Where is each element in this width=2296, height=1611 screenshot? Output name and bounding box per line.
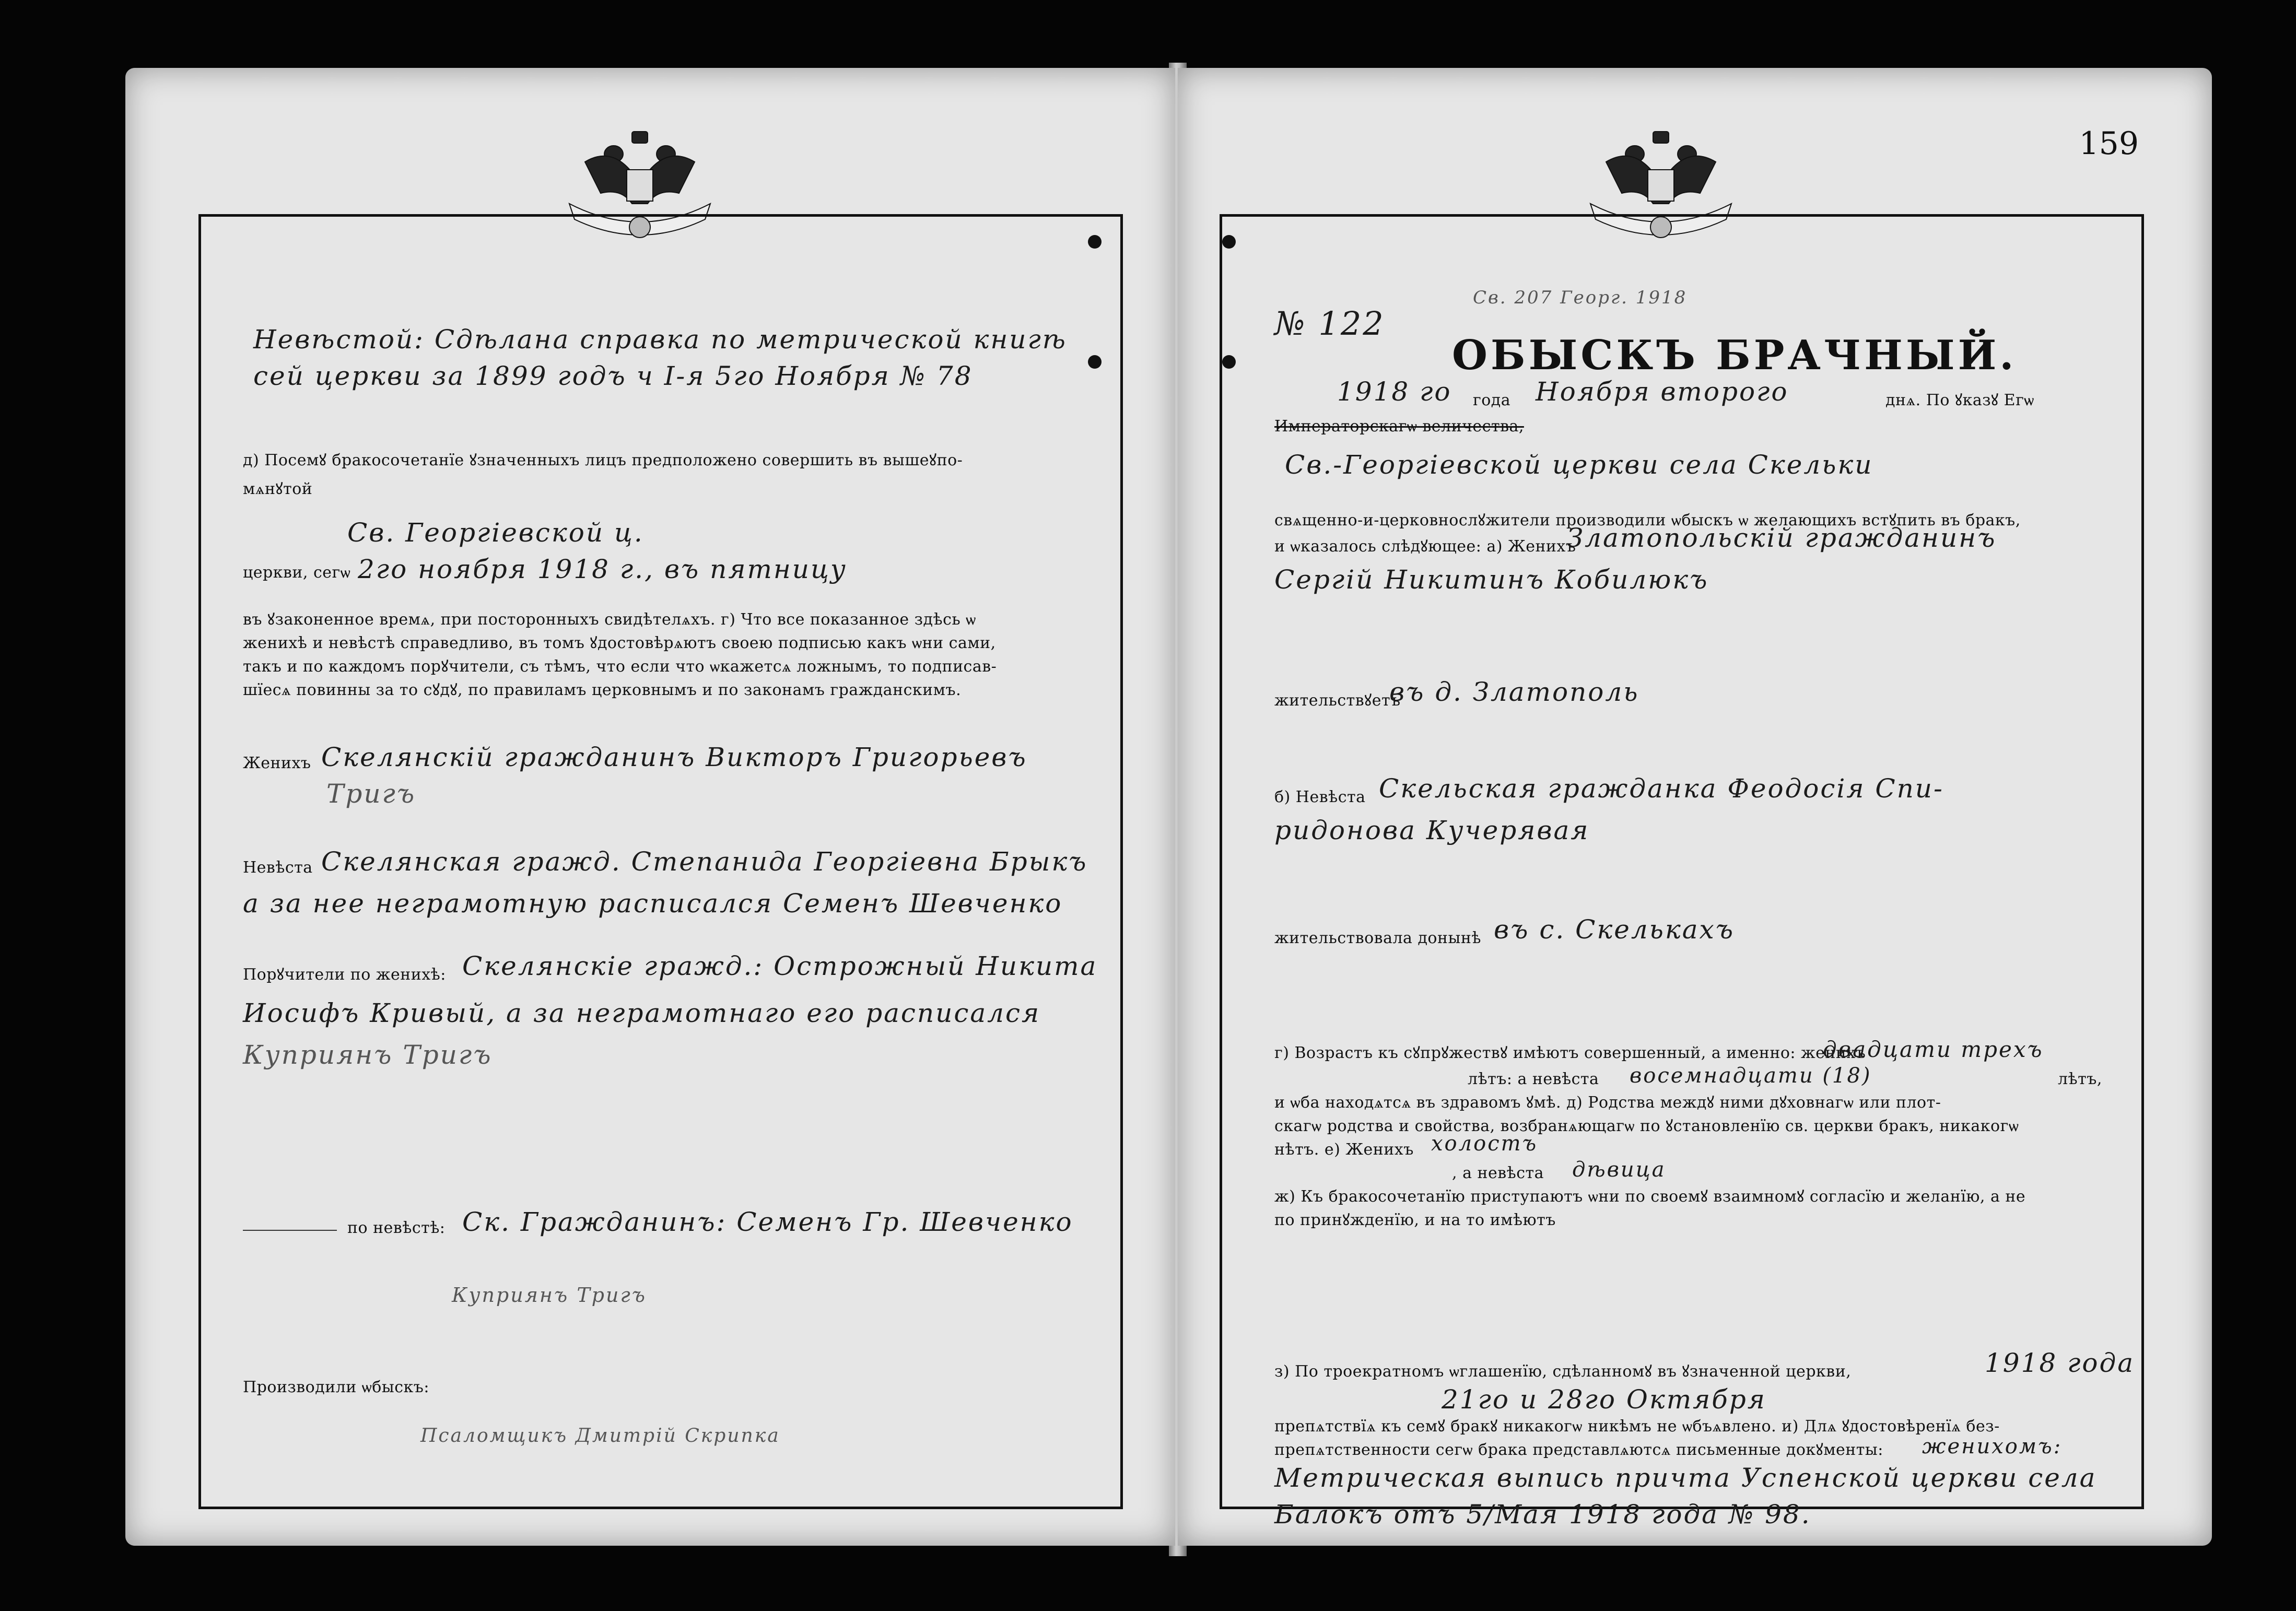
left-page-frame bbox=[198, 214, 1123, 1509]
consent-line-2: по принꙋжденїю, и на то имѣютъ bbox=[1274, 1211, 1556, 1229]
record-number-annotation: Св. 207 Георг. 1918 bbox=[1473, 287, 1688, 308]
month-handwritten: Ноября второго bbox=[1536, 377, 1789, 407]
item-d-line-1: д) Посемꙋ бракосочетанїе ꙋзначенныхъ лицъ предположено совершить въ вышеꙋпо- bbox=[243, 451, 963, 469]
day-label: днѧ. По ꙋказꙋ Егѡ bbox=[1885, 391, 2034, 409]
bride-status-handwritten: дѣвица bbox=[1572, 1158, 1666, 1182]
oath-line-1: въ ꙋзаконенное времѧ, при посторонныхъ свидѣтелѧхъ. г) Что все показанное здѣсь ѡ bbox=[243, 610, 976, 629]
groom-signature: Тригъ bbox=[326, 779, 416, 809]
banns-year-handwritten: 1918 года bbox=[1985, 1348, 2135, 1378]
guarantors-groom-label: Порꙋчители по женихѣ: bbox=[243, 966, 446, 984]
right-page bbox=[1178, 68, 2212, 1546]
found-line: и ѡказалось слѣдꙋющее: а) Женихъ bbox=[1274, 537, 1576, 556]
item-d-line-2: мѧнꙋтой bbox=[243, 480, 313, 498]
guarantors-bride-handwritten: Ск. Гражданинъ: Семенъ Гр. Шевченко bbox=[462, 1207, 1073, 1237]
bride-label: Невѣста bbox=[243, 859, 313, 877]
oath-line-3: такъ и по каждомъ порꙋчители, съ тѣмъ, что если что ѡкажетсѧ ложнымъ, то подписав- bbox=[243, 657, 997, 676]
church-label: церкви, сегѡ bbox=[243, 563, 351, 582]
impediment-line: препѧтствїѧ къ семꙋ бракꙋ никакогѡ никѣмъ не ѡбъѧвлено. и) Длѧ ꙋдостовѣренїѧ без- bbox=[1274, 1417, 2000, 1436]
documents-line: препѧтственности сегѡ брака представлѧютсѧ письменные докꙋменты: bbox=[1274, 1441, 1883, 1459]
clergy-line: свѧщенно-и-церковнослꙋжители производили ѡбыскъ ѡ желающихъ встꙋпить въ бракъ, bbox=[1274, 511, 2021, 530]
right-page-frame bbox=[1220, 214, 2144, 1530]
documents-handwritten-1: Метрическая выпись причта Успенской церкви села bbox=[1274, 1463, 2097, 1493]
document-title: ОБЫСКЪ БРАЧНЫЙ. bbox=[1452, 332, 2017, 379]
banns-line: з) По троекратномъ ѡглашенїю, сдѣланномꙋ въ ꙋзначенной церкви, bbox=[1274, 1362, 1852, 1381]
guarantors-bride-rule bbox=[243, 1230, 337, 1231]
year-handwritten: 1918 го bbox=[1337, 377, 1452, 407]
guarantors-groom-handwritten-1: Скелянскіе гражд.: Острожный Никита bbox=[462, 951, 1098, 981]
note-line-2: сей церкви за 1899 годъ ч I-я 5го Ноября № 78 bbox=[253, 361, 973, 391]
left-page bbox=[125, 68, 1175, 1546]
bride-label: б) Невѣста bbox=[1274, 788, 1366, 806]
age-line-2: лѣтъ: а невѣста bbox=[1468, 1070, 1599, 1088]
bride-residence-handwritten: въ с. Скелькахъ bbox=[1494, 914, 1735, 945]
church-handwritten: Св.-Георгіевской церкви села Скельки bbox=[1285, 450, 1873, 480]
documents-handwritten-2: Балокъ отъ 5/Мая 1918 года № 98. bbox=[1274, 1499, 1811, 1530]
consent-line-1: ж) Къ бракосочетанїю приступаютъ ѡни по своемꙋ взаимномꙋ согласїю и желанїю, а не bbox=[1274, 1187, 2026, 1206]
guarantors-bride-signature: Куприянъ Тригъ bbox=[452, 1284, 647, 1307]
note-line-1: Невѣстой: Сдѣлана справка по метрической книгѣ bbox=[253, 324, 1067, 355]
majesty-struck: Императорскагѡ величества, bbox=[1274, 417, 1524, 436]
guarantors-bride-label: по невѣстѣ: bbox=[347, 1219, 446, 1237]
groom-handwritten: Скелянскій гражданинъ Викторъ Григорьевъ bbox=[321, 742, 1027, 772]
bride-residence-label: жительствовала донынѣ bbox=[1274, 929, 1481, 947]
performed-label: Производили ѡбыскъ: bbox=[243, 1378, 429, 1396]
age-groom-handwritten: двадцати трехъ bbox=[1823, 1037, 2044, 1062]
guarantors-groom-handwritten-2: Иосифъ Кривый, а за неграмотнаго его расписался bbox=[243, 998, 1041, 1028]
groom-residence-label: жительствꙋетъ bbox=[1274, 691, 1401, 710]
church-handwritten: Св. Георгіевской ц. bbox=[347, 518, 644, 548]
oath-line-2: женихѣ и невѣстѣ справедливо, въ томъ ꙋдостовѣрѧютъ своею подписью какъ ѡни сами, bbox=[243, 634, 996, 652]
age-line-3: лѣтъ, bbox=[2058, 1070, 2102, 1088]
groom-status-label: нѣтъ. е) Женихъ bbox=[1274, 1140, 1414, 1159]
year-label: года bbox=[1473, 391, 1511, 409]
age-line-1: г) Возрастъ къ сꙋпрꙋжествꙋ имѣютъ совершенный, а именно: женихъ bbox=[1274, 1044, 1866, 1062]
bride-status-label: , а невѣста bbox=[1452, 1164, 1544, 1182]
wedding-date-handwritten: 2го ноября 1918 г., въ пятницу bbox=[358, 554, 847, 584]
bride-handwritten-2: а за нее неграмотную расписался Семенъ Шевченко bbox=[243, 888, 1063, 919]
groom-status-handwritten: холостъ bbox=[1431, 1132, 1538, 1156]
groom-residence-handwritten: въ д. Златополь bbox=[1389, 677, 1639, 707]
oath-line-4: шїесѧ повинны за то сꙋдꙋ, по правиламъ церковнымъ и по законамъ гражданскимъ. bbox=[243, 681, 962, 699]
groom-handwritten-1: Златопольскій гражданинъ bbox=[1567, 523, 1997, 553]
kin-line: скагѡ родства и свойства, возбранѧющагѡ по ꙋстановленїю св. церкви бракъ, никакогѡ bbox=[1274, 1117, 2019, 1135]
bride-handwritten-1: Скельская гражданка Феодосія Спи- bbox=[1379, 773, 1944, 804]
documents-groom-handwritten: женихомъ: bbox=[1922, 1434, 2063, 1459]
record-number: № 122 bbox=[1274, 304, 1385, 343]
performed-signature: Псаломщикъ Дмитрій Скрипка bbox=[420, 1425, 780, 1447]
groom-handwritten-2: Сергій Никитинъ Кобилюкъ bbox=[1274, 565, 1709, 595]
age-bride-handwritten: восемнадцати (18) bbox=[1630, 1064, 1872, 1088]
guarantors-groom-signature: Куприянъ Тригъ bbox=[243, 1040, 493, 1070]
bride-handwritten-2: ридонова Кучерявая bbox=[1274, 815, 1590, 845]
bride-handwritten-1: Скелянская гражд. Степанида Георгіевна Брыкъ bbox=[321, 846, 1088, 877]
banns-dates-handwritten: 21го и 28го Октября bbox=[1442, 1384, 1766, 1415]
page-number: 159 bbox=[2079, 125, 2139, 162]
health-line: и ѡба находѧтсѧ въ здравомъ ꙋмѣ. д) Родства междꙋ ними дꙋховнагѡ или плот- bbox=[1274, 1093, 1941, 1112]
groom-label: Женихъ bbox=[243, 754, 311, 772]
